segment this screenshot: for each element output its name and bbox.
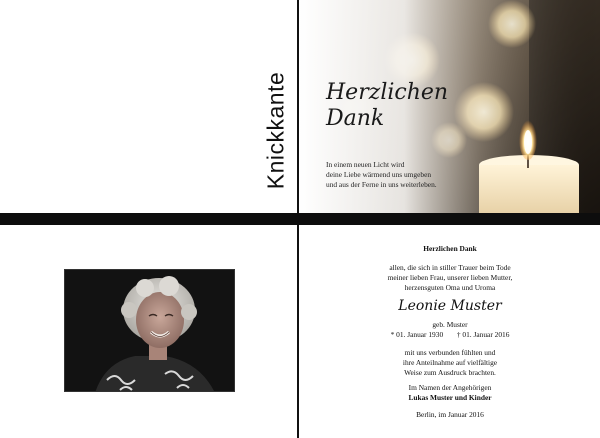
intro-line: meiner lieben Frau, unserer lieben Mutter, bbox=[387, 273, 513, 282]
fold-line-label bbox=[256, 60, 296, 200]
maiden-name: geb. Muster bbox=[432, 320, 468, 329]
place-date: Berlin, im Januar 2016 bbox=[416, 410, 484, 419]
signoff: Im Namen der Angehörigen bbox=[408, 383, 492, 392]
cover-title-line1: Herzlichen bbox=[326, 80, 449, 105]
thanks-line: Weise zum Ausdruck brachten. bbox=[404, 368, 496, 377]
intro-line: herzensguten Oma und Uroma bbox=[404, 283, 496, 292]
cover-poem-line: In einem neuen Licht wird bbox=[326, 160, 405, 169]
cover-poem-line: deine Liebe wärmend uns umgeben bbox=[326, 170, 432, 179]
cover-poem-line: und aus der Ferne in uns weiterleben. bbox=[326, 180, 437, 189]
thanks-line: ihre Anteilnahme auf vielfältige bbox=[402, 358, 498, 367]
birth-date: * 01. Januar 1930 bbox=[390, 330, 444, 339]
portrait-image bbox=[65, 270, 235, 392]
fold-line-bottom bbox=[297, 225, 299, 438]
page-divider-band bbox=[0, 213, 600, 225]
portrait-photo bbox=[64, 269, 235, 392]
inner-heading: Herzlichen Dank bbox=[423, 244, 477, 253]
thanks-line: mit uns verbunden fühlten und bbox=[404, 348, 496, 357]
death-date: † 01. Januar 2016 bbox=[456, 330, 510, 339]
inner-text-panel bbox=[300, 225, 600, 438]
intro-line: allen, die sich in stiller Trauer beim Tode bbox=[389, 263, 511, 272]
cover-poem bbox=[326, 160, 496, 190]
cover-title-line2: Dank bbox=[326, 106, 385, 131]
deceased-name: Leonie Muster bbox=[398, 298, 502, 314]
life-dates bbox=[300, 330, 600, 340]
family-names: Lukas Muster und Kinder bbox=[408, 393, 492, 402]
fold-line-label-text: Knickkante bbox=[262, 71, 289, 189]
